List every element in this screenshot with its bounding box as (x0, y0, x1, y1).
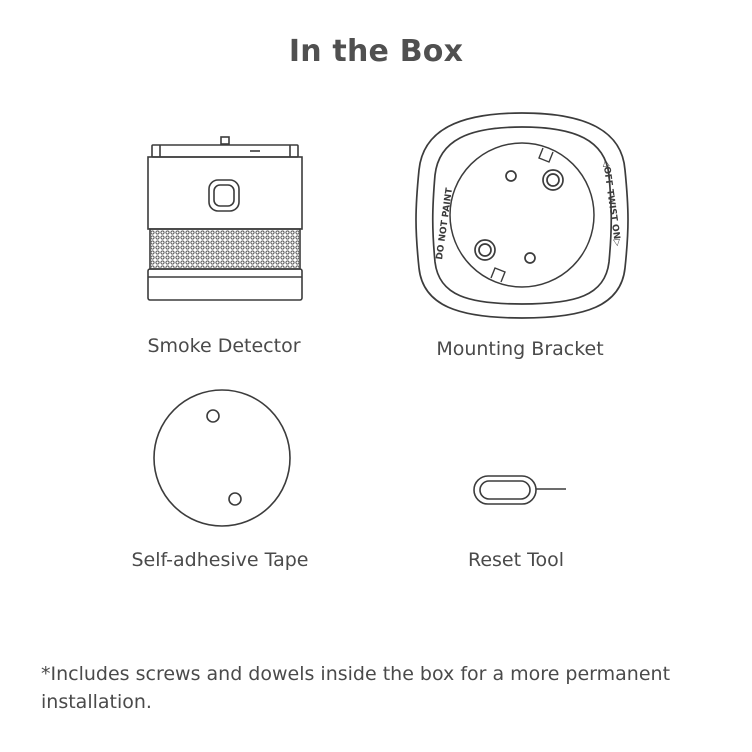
reset-tool-icon (470, 472, 570, 508)
footnote: *Includes screws and dowels inside the box for a more permanent installation. (41, 663, 671, 713)
item-label-mounting-bracket: Mounting Bracket (436, 338, 604, 360)
page-title: In the Box (288, 34, 464, 69)
mounting-bracket-icon (415, 110, 630, 325)
item-label-smoke-detector: Smoke Detector (147, 335, 301, 357)
item-label-reset-tool: Reset Tool (467, 549, 565, 571)
bracket-left-text: DO NOT PAINT (435, 187, 456, 261)
item-label-self-adhesive-tape: Self-adhesive Tape (131, 549, 309, 571)
smoke-detector-icon (140, 130, 310, 310)
adhesive-tape-icon (150, 386, 295, 531)
bracket-right-text: ◁OFF TWIST ON▷ (600, 159, 623, 247)
